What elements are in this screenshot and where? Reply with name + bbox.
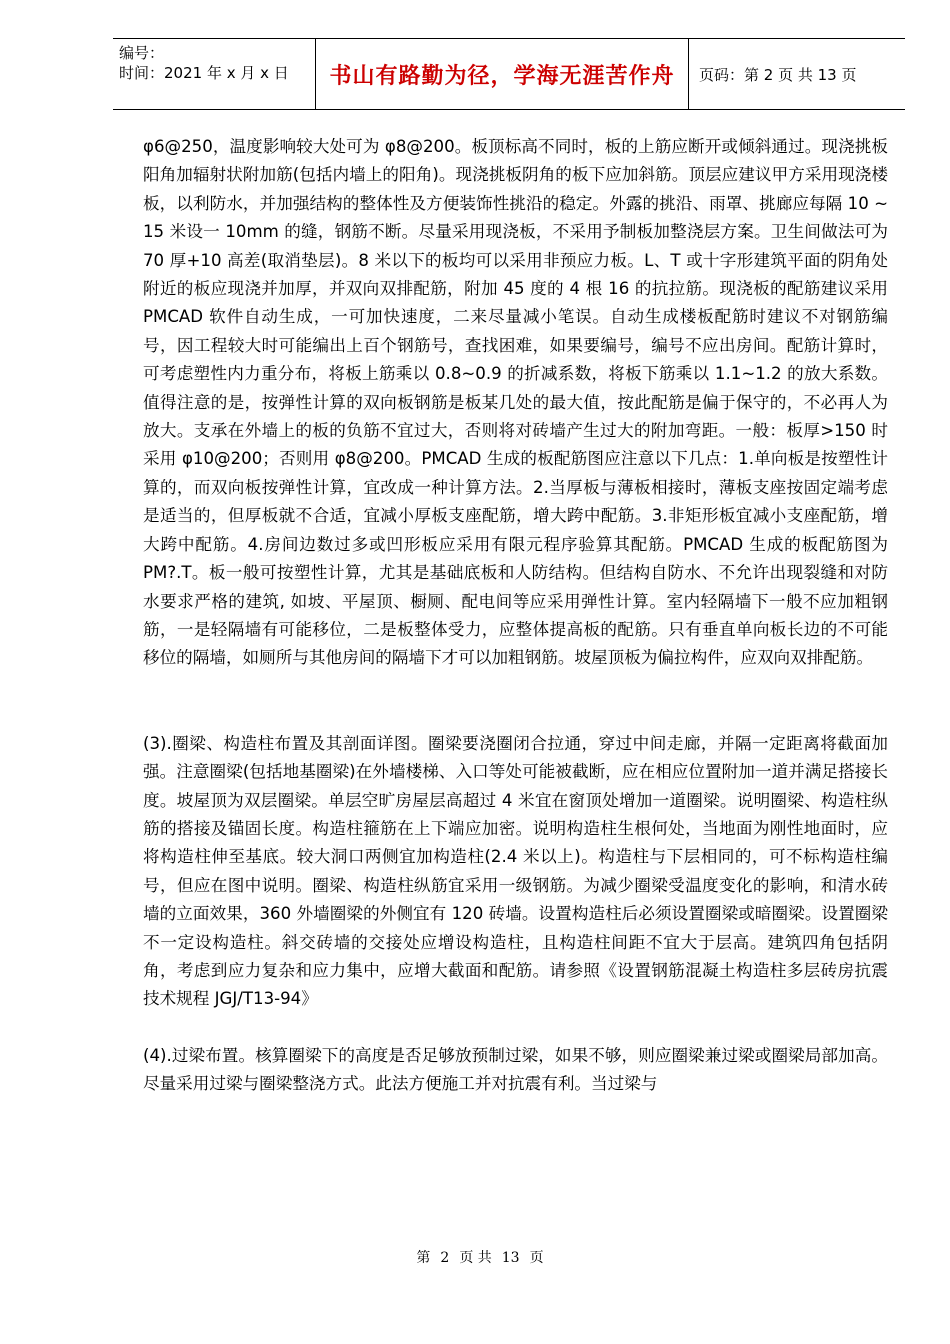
document-date-label: 时间：2021 年 x 月 x 日 — [119, 64, 289, 82]
header-meta — [113, 39, 316, 109]
footer-total-pages: 13 — [501, 1250, 520, 1266]
paragraph-gap — [143, 673, 888, 730]
paragraph-ring-beam: (3).圈梁、构造柱布置及其剖面详图。圈梁要浇圈闭合拉通，穿过中间走廊，并隔一定距离将截面加强。注意圈梁(包括地基圈梁)在外墙楼梯、入口等处可能被截断，应在相应位置附加一道并满足搭接长度。坡屋顶为双层圈梁。单层空旷房屋层高超过 4 米宜在窗顶处增加一道圈梁。说明圈梁、构造柱纵筋的搭接及锚固长度。构造柱箍筋在上下端应加密。说明构造柱生根何处，当地面为刚性地面时，应将构造柱伸至基底。较大洞口两侧宜加构造柱(2.4 米以上)。构造柱与下层相同的，可不标构造柱编号，但应在图中说明。圈梁、构造柱纵筋宜采用一级钢筋。为减少圈梁受温度变化的影响，和清水砖墙的立面效果，360 外墙圈梁的外侧宜有 120 砖墙。设置构造柱后必须设置圈梁或暗圈梁。设置圈梁不一定设构造柱。斜交砖墙的交接处应增设构造柱，且构造柱间距不宜大于层高。建筑四角包括阴角，考虑到应力复杂和应力集中，应增大截面和配筋。请参照《设置钢筋混凝土构造柱多层砖房抗震技术规程 JGJ/T13-94》 — [143, 733, 888, 1009]
header-motto: 书山有路勤为径，学海无涯苦作舟 — [316, 39, 689, 109]
footer-page-number: 2 — [440, 1250, 450, 1266]
document-number-label: 编号： — [119, 44, 165, 62]
document-body — [143, 133, 888, 1099]
header-page-label: 页码：第 2 页 共 13 页 — [699, 65, 857, 84]
paragraph-gap — [143, 1014, 888, 1042]
page-footer — [0, 1247, 950, 1267]
footer-prefix: 第 — [416, 1250, 431, 1266]
page-header — [113, 38, 905, 110]
footer-middle: 页 共 — [459, 1250, 492, 1266]
paragraph-lintel: (4).过梁布置。核算圈梁下的高度是否足够放预制过梁，如果不够，则应圈梁兼过梁或圈梁局部加高。尽量采用过梁与圈梁整浇方式。此法方便施工并对抗震有利。当过梁与 — [143, 1045, 888, 1094]
paragraph-slab-reinforcement: φ6@250，温度影响较大处可为 φ8@200。板顶标高不同时，板的上筋应断开或倾斜通过。现浇挑板阳角加辐射状附加筋(包括内墙上的阳角)。现浇挑板阴角的板下应加斜筋。顶层应建议甲方采用现浇楼板，以利防水，并加强结构的整体性及方便装饰性挑沿的稳定。外露的挑沿、雨罩、挑廊应每隔 10 ~ 15 米设一 10mm 的缝，钢筋不断。尽量采用现浇板，不采用予制板加整浇层方案。卫生间做法可为 70 厚+10 高差(取消垫层)。8 米以下的板均可以采用非预应力板。L、T 或十字形建筑平面的阴角处附近的板应现浇并加厚，并双向双排配筋，附加 45 度的 4 根 16 的抗拉筋。现浇板的配筋建议采用 PMCAD 软件自动生成，一可加快速度，二来尽量减小笔误。自动生成楼板配筋时建议不对钢筋编号，因工程较大时可能编出上百个钢筋号，查找困难，如果要编号，编号不应出房间。配筋计算时，可考虑塑性内力重分布，将板上筋乘以 0.8~0.9 的折减系数，将板下筋乘以 1.1~1.2 的放大系数。值得注意的是，按弹性计算的双向板钢筋是板某几处的最大值，按此配筋是偏于保守的，不必再人为放大。支承在外墙上的板的负筋不宜过大，否则将对砖墙产生过大的附加弯距。一般：板厚>150 时采用 φ10@200；否则用 φ8@200。PMCAD 生成的板配筋图应注意以下几点：1.单向板是按塑性计算的，而双向板按弹性计算，宜改成一种计算方法。2.当厚板与薄板相接时，薄板支座按固定端考虑是适当的，但厚板就不合适，宜减小厚板支座配筋，增大跨中配筋。3.非矩形板宜减小支座配筋，增大跨中配筋。4.房间边数过多或凹形板应采用有限元程序验算其配筋。PMCAD 生成的板配筋图为 PM?.T。板一般可按塑性计算，尤其是基础底板和人防结构。但结构自防水、不允许出现裂缝和对防水要求严格的建筑, 如坡、平屋顶、橱厕、配电间等应采用弹性计算。室内轻隔墙下一般不应加粗钢筋，一是轻隔墙有可能移位，二是板整体受力，应整体提高板的配筋。只有垂直单向板长边的不可能移位的隔墙，如厕所与其他房间的隔墙下才可以加粗钢筋。坡屋顶板为偏拉构件，应双向双排配筋。 — [143, 137, 888, 668]
footer-suffix: 页 — [529, 1250, 544, 1266]
